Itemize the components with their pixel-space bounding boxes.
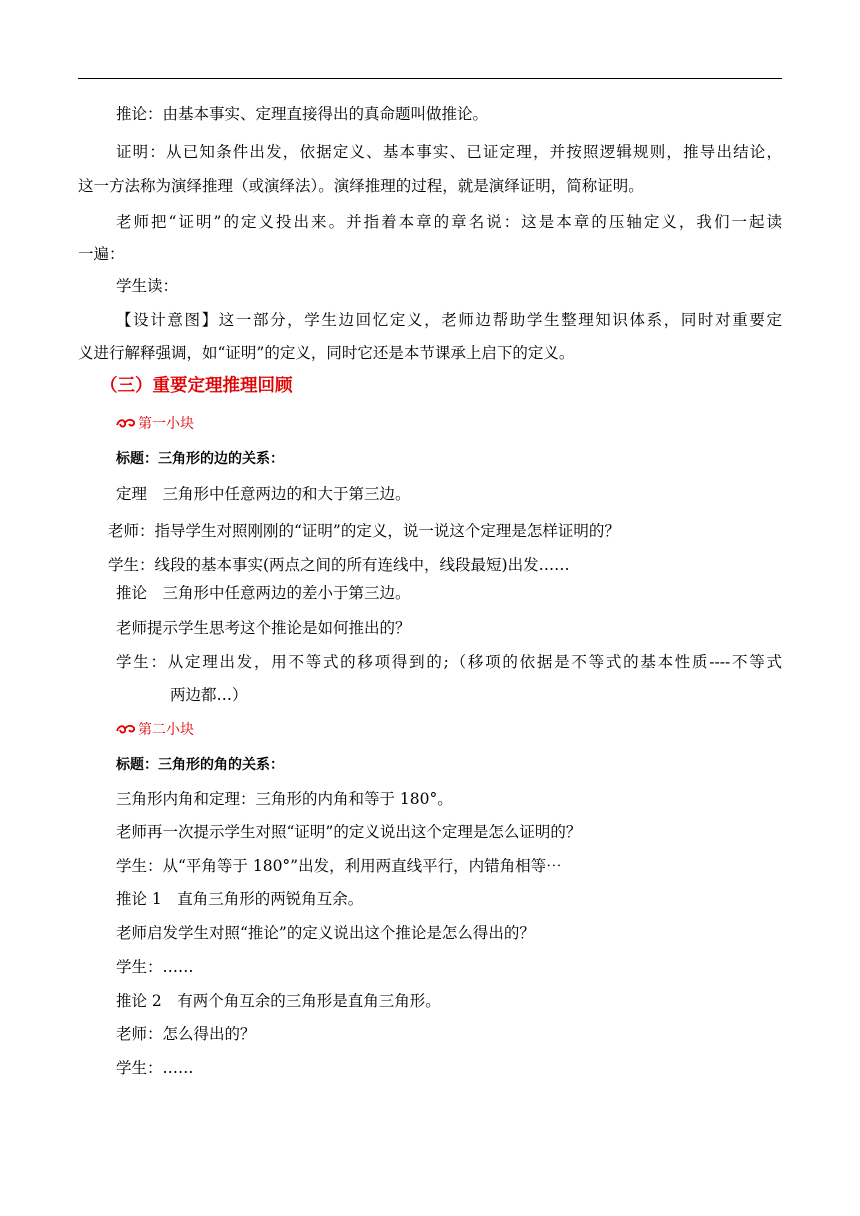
paragraph-design-intent: 【设计意图】这一部分，学生边回忆定义，老师边帮助学生整理知识体系，同时对重要定 <box>116 311 782 329</box>
student-answer-1: 学生：…… <box>116 958 194 976</box>
block-label-1 <box>116 414 194 434</box>
corollary-2-complementary: 推论 2 有两个角互余的三角形是直角三角形。 <box>116 992 441 1010</box>
student-answer-2: 学生：…… <box>116 1059 194 1077</box>
paragraph-design-intent-cont: 义进行解释强调，如“证明”的定义，同时它还是本节课承上启下的定义。 <box>78 344 575 362</box>
student-answer-segment: 学生：线段的基本事实(两点之间的所有连线中，线段最短)出发…… <box>108 556 570 574</box>
student-answer-straight-angle: 学生：从“平角等于 180°”出发，利用两直线平行，内错角相等⋯ <box>116 857 562 875</box>
teacher-prompt-angle-proof: 老师再一次提示学生对照“证明”的定义说出这个定理是怎么证明的？ <box>116 823 582 841</box>
block-label-2 <box>116 720 194 740</box>
teacher-prompt-corollary: 老师提示学生思考这个推论是如何推出的？ <box>116 619 411 637</box>
paragraph-teacher-shows-proof: 老师把“证明”的定义投出来。并指着本章的章名说：这是本章的压轴定义，我们一起读 <box>116 213 782 231</box>
student-answer-inequality-cont: 两边都…） <box>170 686 248 704</box>
section-heading: （三）重要定理推理回顾 <box>100 376 293 396</box>
teacher-guide-proof: 老师：指导学生对照刚刚的“证明”的定义，说一说这个定理是怎样证明的？ <box>108 522 620 540</box>
teacher-prompt-corollary-1: 老师启发学生对照“推论”的定义说出这个推论是怎么得出的？ <box>116 924 535 942</box>
swirl-ornament-icon <box>116 723 136 735</box>
student-answer-inequality: 学生：从定理出发，用不等式的移项得到的;（移项的依据是不等式的基本性质----不等式 <box>116 653 782 671</box>
block-label-2-text: 第二小块 <box>138 722 194 738</box>
block-label-1-text: 第一小块 <box>138 416 194 432</box>
paragraph-students-read: 学生读： <box>116 277 179 295</box>
paragraph-proof-definition: 证明：从已知条件出发，依据定义、基本事实、已证定理，并按照逻辑规则，推导出结论， <box>116 143 782 161</box>
corollary-sides-difference: 推论 三角形中任意两边的差小于第三边。 <box>116 584 411 602</box>
paragraph-teacher-shows-proof-cont: 一遍： <box>78 245 125 263</box>
paragraph-corollary-definition: 推论：由基本事实、定理直接得出的真命题叫做推论。 <box>116 105 489 123</box>
corollary-1-right-triangle: 推论 1 直角三角形的两锐角互余。 <box>116 890 364 908</box>
block-title-sides: 标题：三角形的边的关系： <box>116 451 284 467</box>
theorem-angle-sum: 三角形内角和定理：三角形的内角和等于 180°。 <box>116 790 453 808</box>
swirl-ornament-icon <box>116 417 136 429</box>
teacher-question-how: 老师：怎么得出的？ <box>116 1025 256 1043</box>
block-title-angles: 标题：三角形的角的关系： <box>116 757 284 773</box>
paragraph-proof-definition-cont: 这一方法称为演绎推理（或演绎法）。演绎推理的过程，就是演绎证明，简称证明。 <box>78 177 644 195</box>
header-rule <box>78 78 782 79</box>
theorem-sides-sum: 定理 三角形中任意两边的和大于第三边。 <box>116 485 411 503</box>
